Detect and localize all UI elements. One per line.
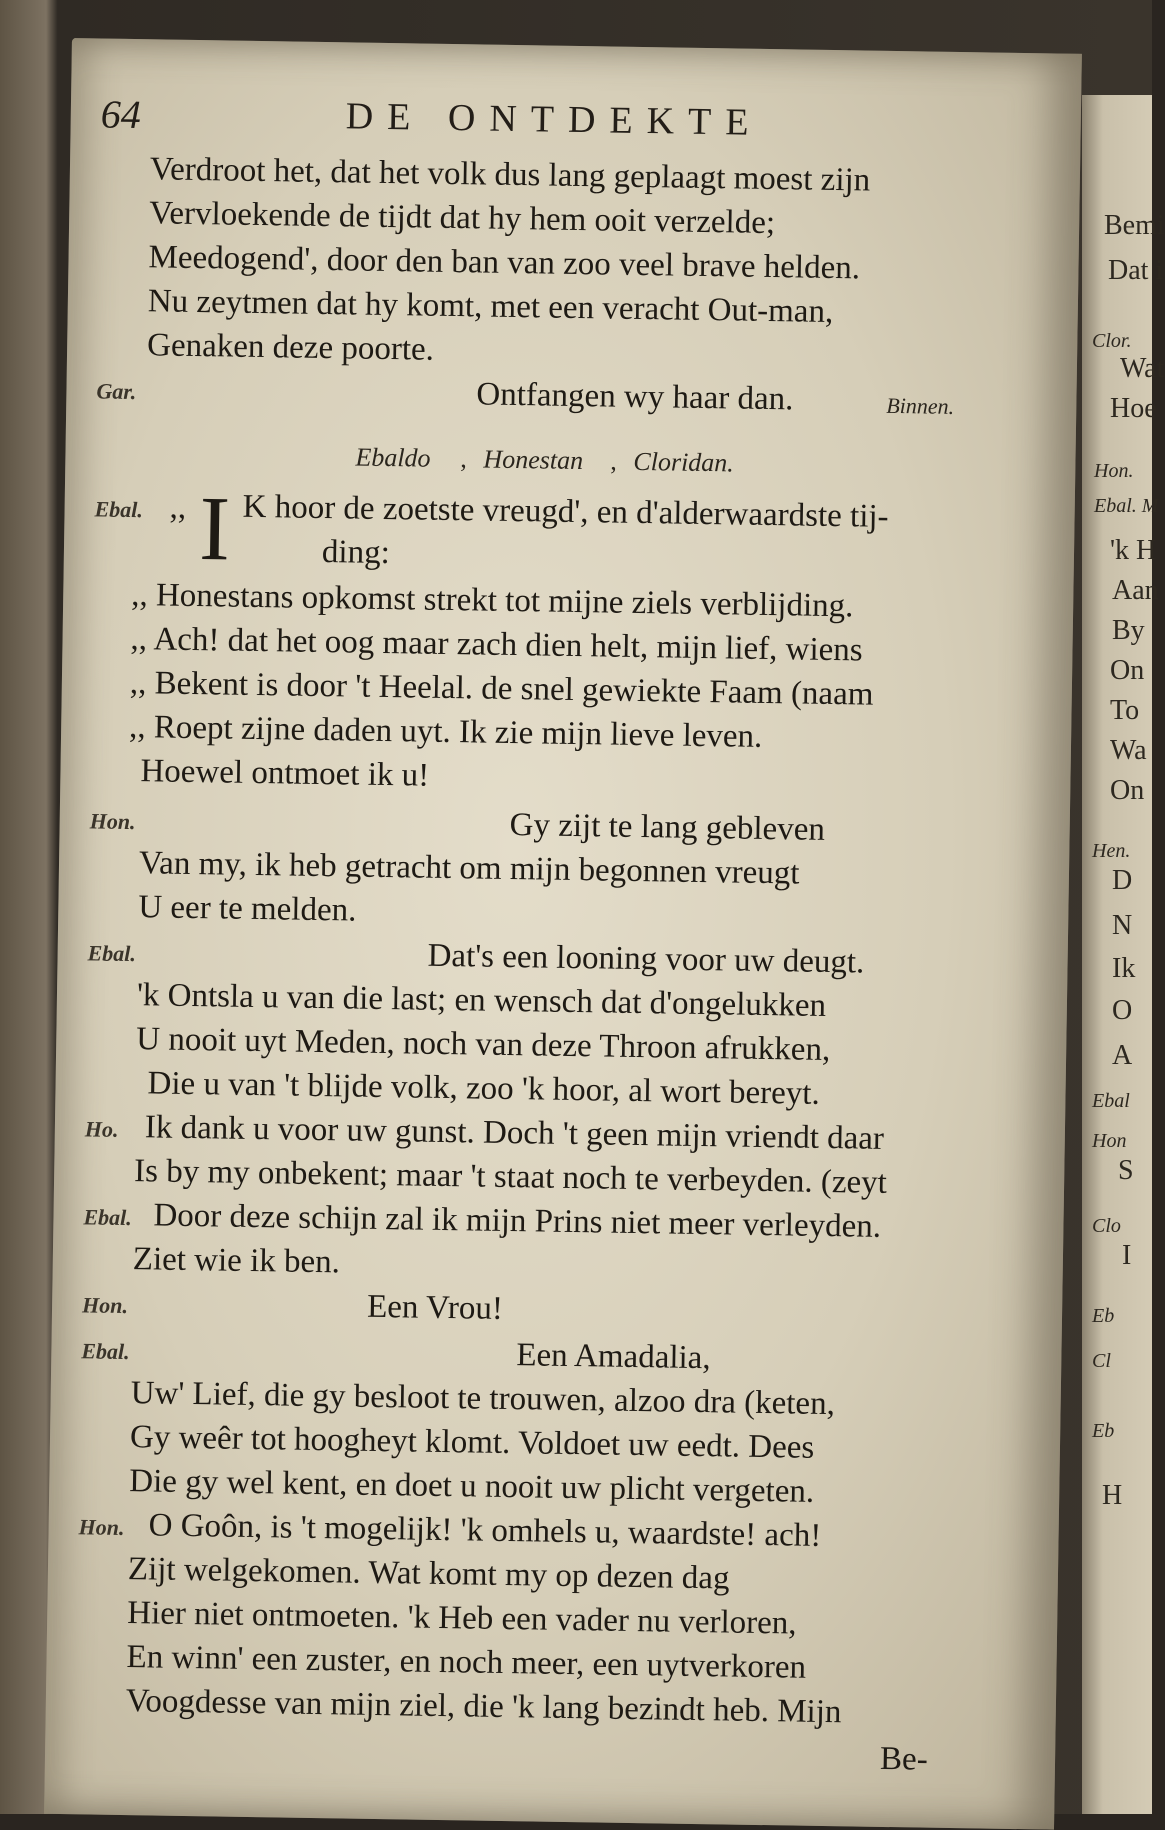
- quote-mark: ,,: [169, 489, 187, 526]
- speaker-label: Ebal.: [83, 1204, 132, 1231]
- drop-cap: I: [198, 477, 231, 580]
- verse-line: Hier niet ontmoeten. 'k Heb een vader nu verloren,: [126, 1595, 797, 1642]
- facing-text: Dat i: [1108, 255, 1164, 286]
- speaker-label: Hon.: [89, 808, 136, 835]
- facing-speaker: Eb: [1092, 1305, 1115, 1327]
- verse-line: O Goôn, is 't mogelijk! 'k omhels u, waardste! ach!: [148, 1507, 822, 1554]
- facing-text: D: [1112, 865, 1133, 896]
- facing-text: S: [1118, 1155, 1134, 1186]
- facing-speaker: Hon: [1092, 1130, 1127, 1152]
- verse-line: ,, Roept zijne daden uyt. Ik zie mijn lieve leven.: [128, 708, 763, 755]
- speaker-label: Ebal.: [94, 496, 144, 523]
- verse-line: Die u van 't blijde volk, zoo 'k hoor, al wort bereyt.: [147, 1065, 821, 1112]
- facing-text: On: [1110, 775, 1145, 806]
- facing-text: Bemi: [1104, 210, 1165, 241]
- verse-line: 'k Ontsla u van die last; en wensch dat d'ongelukken: [136, 977, 827, 1024]
- verse-line: Gy zijt te lang gebleven: [509, 806, 826, 848]
- verse-line: Vervloekende de tijdt dat hy hem ooit verzelde;: [148, 195, 776, 242]
- running-title: DE ONTDEKTE: [345, 95, 763, 144]
- verse-line: Voogdesse van mijn ziel, die 'k lang bezindt heb. Mijn: [125, 1683, 842, 1731]
- verse-line: Een Vrou!: [366, 1288, 504, 1327]
- facing-speaker: Eb: [1092, 1420, 1115, 1442]
- verse-line: Die gy wel kent, en doet u nooit uw plicht vergeten.: [129, 1463, 815, 1510]
- facing-text: I: [1122, 1240, 1132, 1271]
- speaker-label: Gar.: [96, 378, 137, 405]
- facing-speaker: Clor.: [1092, 330, 1132, 352]
- page-number: 64: [100, 91, 142, 138]
- verse-line: K hoor de zoetste vreugd', en d'alderwaardste tij-: [242, 488, 889, 535]
- verse-line: Gy weêr tot hoogheyt klomt. Voldoet uw eedt. Dees: [129, 1419, 815, 1466]
- facing-page-edge: [1082, 95, 1165, 1814]
- facing-text: H: [1102, 1480, 1123, 1511]
- speaker-label: Ebal.: [87, 940, 137, 967]
- speaker-label: Hon.: [78, 1514, 125, 1541]
- verse-line: ,, Ach! dat het oog maar zach dien helt, mijn lief, wiens: [130, 620, 863, 669]
- facing-text: 'k H: [1110, 535, 1157, 566]
- facing-text: Hoe: [1110, 393, 1157, 424]
- facing-text: Wa: [1110, 735, 1147, 766]
- facing-text: Aan: [1112, 575, 1159, 606]
- catchword: Be-: [879, 1740, 929, 1778]
- verse-line: Uw' Lief, die gy besloot te trouwen, alzoo dra (keten,: [130, 1375, 836, 1423]
- verse-line: ding:: [321, 533, 391, 572]
- stage-direction: Binnen.: [886, 392, 955, 419]
- facing-text: Ik: [1112, 953, 1136, 984]
- verse-line: U eer te melden.: [138, 889, 357, 929]
- facing-text: O: [1112, 995, 1133, 1026]
- verse-line: Verdroot het, dat het volk dus lang geplaagt moest zijn: [149, 151, 871, 199]
- verse-line: Nu zeytmen dat hy komt, met een veracht Out-man,: [147, 283, 834, 330]
- verse-line: Ontfangen wy haar dan.: [476, 376, 794, 418]
- verse-line: ,, Bekent is door 't Heelal. de snel gewiekte Faam (naam: [129, 664, 874, 713]
- facing-text: A: [1112, 1040, 1133, 1071]
- verse-line: U nooit uyt Meden, noch van deze Throon afrukken,: [136, 1021, 831, 1069]
- cast-name: Honestan: [483, 444, 584, 476]
- facing-text: N: [1112, 910, 1133, 941]
- facing-speaker: Ebal. M: [1094, 495, 1159, 517]
- verse-line: Ziet wie ik ben.: [132, 1241, 341, 1281]
- verse-line: Is by my onbekent; maar 't staat noch te verbeyden. (zeyt: [133, 1153, 888, 1201]
- facing-speaker: Clo: [1092, 1215, 1121, 1237]
- cast-name: Ebaldo: [355, 442, 431, 473]
- book-page: [44, 38, 1082, 1830]
- facing-speaker: Hen.: [1092, 840, 1131, 862]
- facing-speaker: Cl: [1092, 1350, 1111, 1372]
- facing-text: Wat: [1120, 353, 1165, 384]
- verse-line: Dat's een looning voor uw deugt.: [427, 937, 865, 981]
- cast-name: Cloridan.: [633, 446, 735, 478]
- verse-line: Ik dank u voor uw gunst. Doch 't geen mijn vriendt daar: [144, 1109, 885, 1157]
- speaker-label: Ebal.: [81, 1338, 130, 1365]
- verse-line: Genaken deze poorte.: [146, 327, 435, 368]
- facing-text: By: [1112, 615, 1145, 646]
- facing-text: To: [1110, 695, 1140, 726]
- running-header: [100, 90, 1001, 144]
- facing-speaker: Hon.: [1094, 460, 1134, 482]
- verse-line: Hoewel ontmoet ik u!: [140, 753, 430, 794]
- speaker-label: Ho.: [84, 1116, 119, 1142]
- speaker-label: Hon.: [81, 1292, 129, 1319]
- facing-text: On: [1110, 655, 1145, 686]
- facing-speaker: Ebal: [1092, 1090, 1130, 1112]
- verse-line: Meedogend', door den ban van zoo veel brave helden.: [148, 239, 861, 287]
- verse-line: En winn' een zuster, en noch meer, een uytverkoren: [126, 1639, 807, 1686]
- scene-cast: Ebaldo , Honestan , Cloridan.: [355, 442, 735, 478]
- verse-line: ,, Honestans opkomst strekt tot mijne ziels verblijding.: [130, 577, 854, 625]
- verse-line: Door deze schijn zal ik mijn Prins niet meer verleyden.: [153, 1197, 882, 1245]
- verse-line: Een Amadalia,: [516, 1337, 711, 1377]
- verse-line: Van my, ik heb getracht om mijn begonnen vreugt: [138, 845, 800, 892]
- verse-line: Zijt welgekomen. Wat komt my op dezen dag: [127, 1551, 730, 1597]
